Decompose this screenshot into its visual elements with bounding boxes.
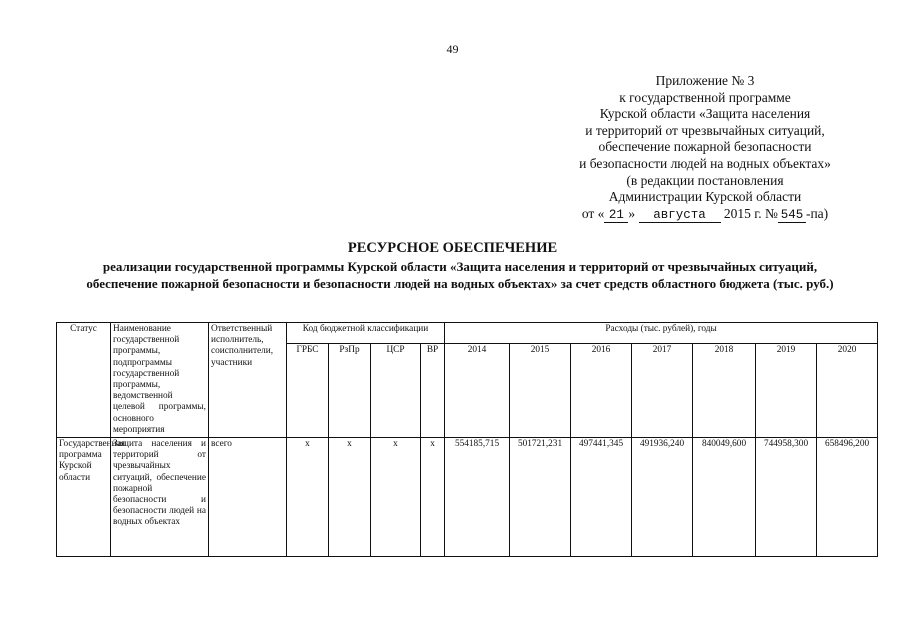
resource-table (56, 322, 878, 557)
cell-rzpr: х (329, 438, 371, 557)
header-budget-code: Код бюджетной классификации (287, 323, 445, 344)
header-csr: ЦСР (371, 344, 421, 438)
header-year: 2014 (445, 344, 510, 438)
cell-name: Защита населения и территорий от чрезвычайных ситуаций, обеспечение пожарной безопасности и безопасности людей на водных объектах (111, 438, 209, 557)
cell-value: 501721,231 (510, 438, 571, 557)
appendix-line: обеспечение пожарной безопасности (598, 139, 812, 155)
header-year: 2018 (693, 344, 756, 438)
table-header-row (57, 323, 878, 344)
cell-value: 840049,600 (693, 438, 756, 557)
decree-day: 21 (604, 209, 628, 223)
document-title: РЕСУРСНОЕ ОБЕСПЕЧЕНИЕ (347, 240, 558, 256)
header-year: 2019 (756, 344, 817, 438)
cell-value: 658496,200 (817, 438, 878, 557)
table-row (57, 438, 878, 557)
header-name: Наименование государственной программы, подпрограммы государственной программы, ведомственной целевой программы, основного мероприятия (111, 323, 209, 438)
cell-status: Государственная программа Курской области (57, 438, 111, 557)
header-responsible: Ответственный исполнитель, соисполнители, участники (209, 323, 287, 438)
page-number: 49 (446, 42, 459, 56)
cell-value: 491936,240 (632, 438, 693, 557)
decree-year: 2015 г. № (723, 205, 778, 221)
appendix-line: Приложение № 3 (655, 73, 755, 88)
date-prefix: от « (581, 205, 605, 221)
header-expenses: Расходы (тыс. рублей), годы (445, 323, 878, 344)
header-status: Статус (57, 323, 111, 438)
appendix-line: Курской области «Защита населения (599, 106, 811, 122)
appendix-block (560, 73, 850, 223)
document-subtitle: реализации государственной программы Курской области «Защита населения и территорий от чрезвычайных ситуаций, обеспечение пожарной безопасности и безопасности людей на водных объектах» за счет средств областного бюджета (тыс. руб.) (86, 259, 834, 291)
cell-responsible: всего (209, 438, 287, 557)
cell-vr: х (421, 438, 445, 557)
header-year: 2016 (571, 344, 632, 438)
header-vr: ВР (421, 344, 445, 438)
date-mid: » (628, 205, 636, 221)
decree-month: августа (639, 209, 721, 223)
appendix-line: Администрации Курской области (608, 189, 802, 205)
date-suffix: -па) (805, 205, 829, 221)
cell-value: 497441,345 (571, 438, 632, 557)
appendix-line: к государственной программе (619, 89, 791, 105)
appendix-line: и территорий от чрезвычайных ситуаций, (585, 122, 825, 138)
cell-grbs: х (287, 438, 329, 557)
appendix-line: и безопасности людей на водных объектах» (579, 155, 831, 171)
header-rzpr: РзПр (329, 344, 371, 438)
cell-value: 554185,715 (445, 438, 510, 557)
header-year: 2017 (632, 344, 693, 438)
header-year: 2020 (817, 344, 878, 438)
appendix-line: (в редакции постановления (626, 172, 784, 188)
cell-csr: х (371, 438, 421, 557)
decree-date-line (560, 206, 850, 223)
cell-value: 744958,300 (756, 438, 817, 557)
decree-number: 545 (778, 209, 806, 223)
header-year: 2015 (510, 344, 571, 438)
header-grbs: ГРБС (287, 344, 329, 438)
